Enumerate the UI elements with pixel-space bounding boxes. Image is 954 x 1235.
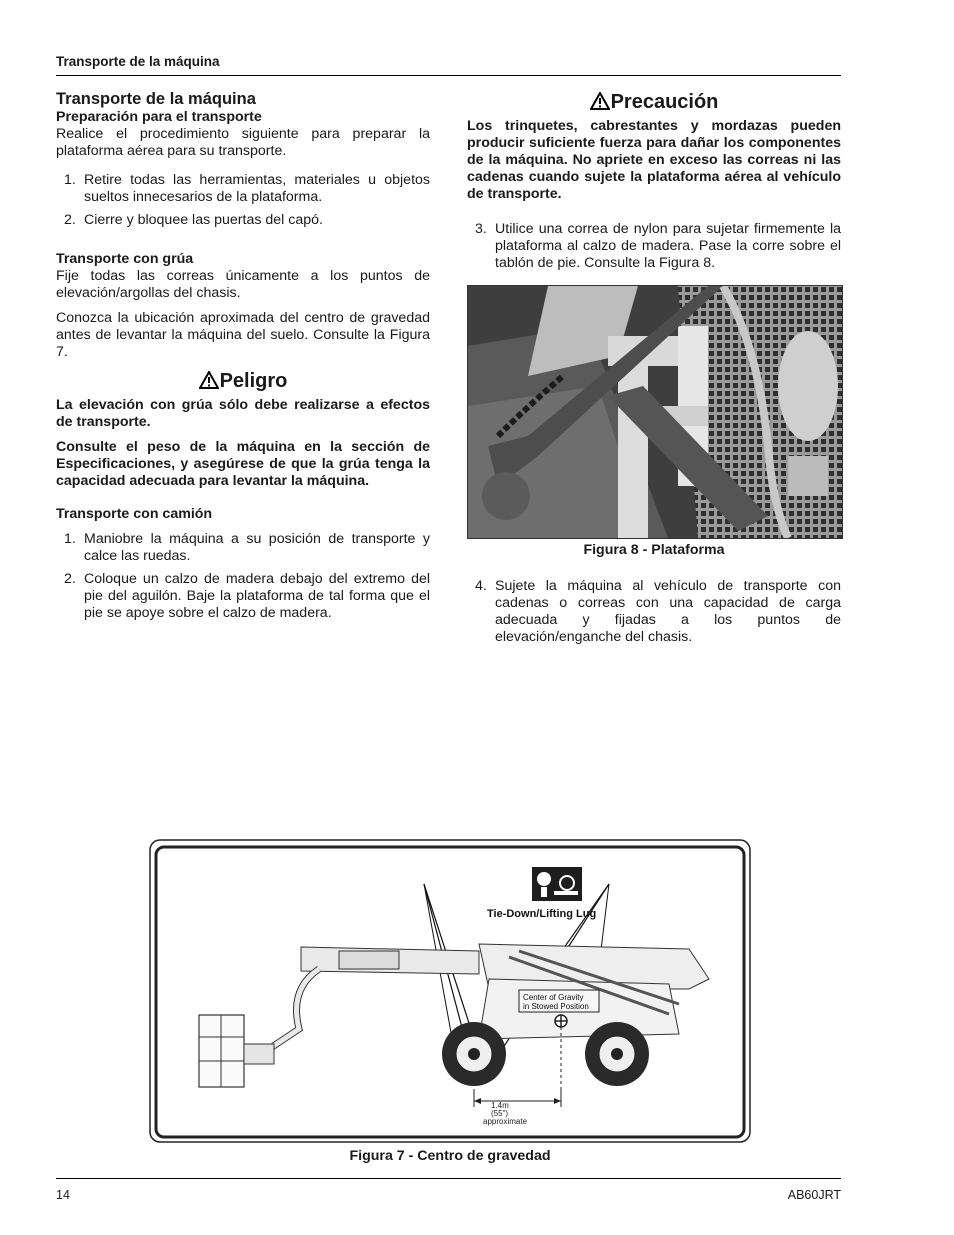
model-number: AB60JRT — [787, 1188, 841, 1202]
prep-text: Realice el procedimiento siguiente para preparar la plataforma aérea para su transporte. — [56, 126, 430, 159]
platform-photo — [467, 285, 843, 539]
crane-heading: Transporte con grúa — [56, 251, 194, 267]
dimension-inches: (55") — [491, 1109, 509, 1118]
caution-text: Los trinquetes, cabrestantes y mordazas pueden producir suficiente fuerza para dañar los componentes de la máquina. No apriete en exceso las correas ni las cadenas cuando sujete la plataforma aérea al vehículo de transporte. — [467, 118, 841, 202]
warning-icon — [199, 371, 219, 389]
section-title: Transporte de la máquina — [56, 90, 256, 108]
warning-icon — [590, 92, 610, 110]
crane-paragraph-1: Fije todas las correas únicamente a los puntos de elevación/argollas del chasis. — [56, 268, 430, 301]
list-item: 2. Cierre y bloquee las puertas del capó. — [64, 212, 323, 228]
page-number: 14 — [56, 1188, 70, 1202]
list-item: 4. Sujete la máquina al vehículo de transporte con cadenas o correas con una capacidad de carga adecuada y fijadas a los puntos de elevación/enganche del chasis. — [475, 578, 841, 645]
running-header: Transporte de la máquina — [56, 54, 220, 69]
lifting-lug-label: Tie-Down/Lifting Lug — [487, 908, 597, 920]
danger-paragraph-1: La elevación con grúa sólo debe realizarse a efectos de transporte. — [56, 397, 430, 430]
truck-heading: Transporte con camión — [56, 506, 213, 522]
center-of-gravity-diagram — [149, 839, 751, 1143]
list-item: 2. Coloque un calzo de madera debajo del extremo del pie del aguilón. Baje la plataforma de tal forma que el pie se apoye sobre el calzo de madera. — [64, 571, 430, 621]
cg-label-line-1: Center of Gravity — [523, 993, 584, 1002]
danger-title: Peligro — [56, 369, 430, 393]
list-item: 3. Utilice una correa de nylon para sujetar firmemente la plataforma al calzo de madera. Pase la corre sobre el tablón de pie. Consulte la Figura 8. — [475, 221, 841, 271]
step-4-block — [467, 578, 841, 654]
figure-7-diagram — [149, 839, 751, 1143]
footer-rule — [56, 1178, 841, 1179]
list-item: 1. Retire todas las herramientas, materiales u objetos sueltos innecesarios de la plataforma. — [64, 172, 430, 205]
step-4-list — [467, 578, 841, 646]
figure-7-caption: Figura 7 - Centro de gravedad — [349, 1148, 551, 1164]
cg-label-line-2: in Stowed Position — [523, 1002, 589, 1011]
right-column — [467, 90, 841, 280]
dimension-approximate: approximate — [483, 1117, 528, 1126]
step-3-list — [467, 221, 841, 272]
header-rule — [56, 75, 841, 76]
danger-paragraph-2: Consulte el peso de la máquina en la sección de Especificaciones, y asegúrese de que la grúa tenga la capacidad adecuada para levantar la máquina. — [56, 439, 430, 489]
left-column — [56, 90, 430, 630]
list-item: 1. Maniobre la máquina a su posición de transporte y calce las ruedas. — [64, 531, 430, 564]
dimension-meters: 1.4m — [491, 1101, 509, 1110]
prep-steps — [56, 172, 430, 229]
figure-8-caption: Figura 8 - Plataforma — [583, 542, 725, 558]
truck-steps — [56, 531, 430, 622]
crane-paragraph-2: Conozca la ubicación aproximada del centro de gravedad antes de levantar la máquina del suelo. Consulte la Figura 7. — [56, 310, 430, 360]
platform-photo-drawing — [468, 286, 842, 538]
caution-title: Precaución — [467, 90, 841, 114]
prep-heading: Preparación para el transporte — [56, 109, 262, 125]
